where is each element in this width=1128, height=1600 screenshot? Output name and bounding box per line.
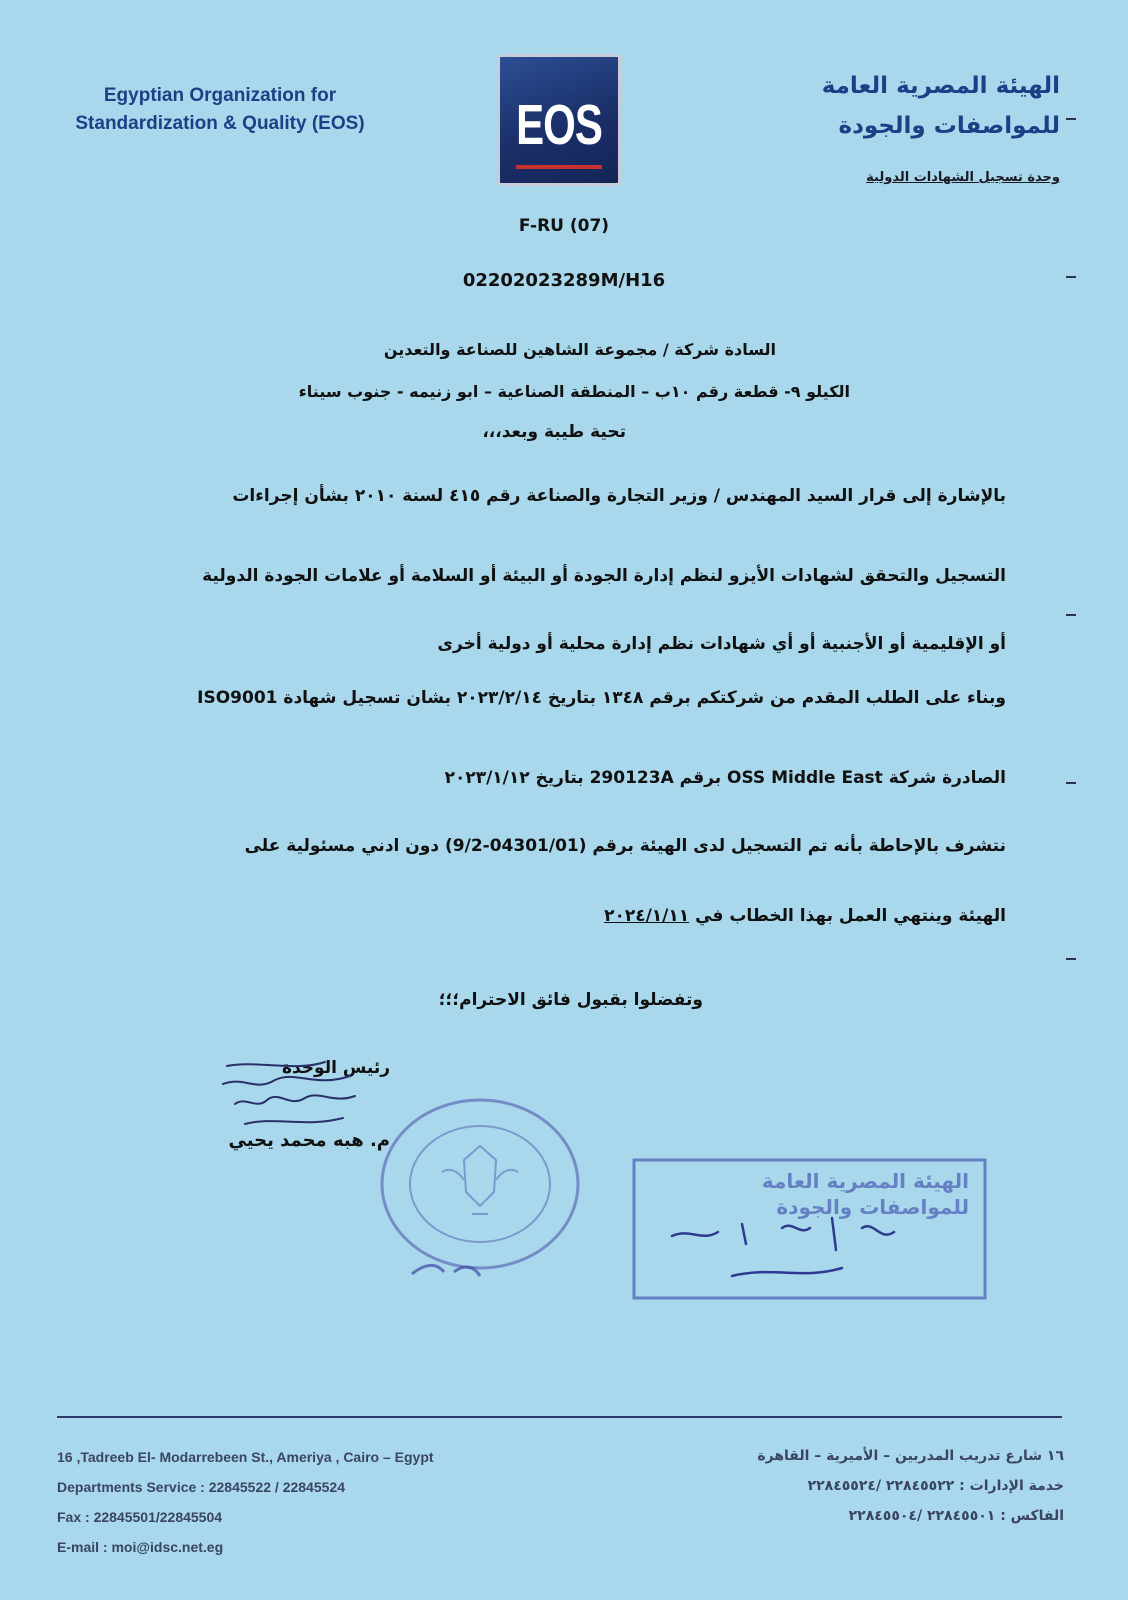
registration-stamp <box>632 1158 987 1300</box>
body-line-5: الصادرة شركة OSS Middle East برقم 290123A بتاريخ ٢٠٢٣/١/١٢ <box>444 768 1006 788</box>
body-line-1: بالإشارة إلى قرار السيد المهندس / وزير التجارة والصناعة رقم ٤١٥ لسنة ٢٠١٠ بشأن إجراءات <box>232 486 1006 506</box>
form-code: F-RU (07) <box>518 216 610 236</box>
footer-english <box>57 1442 434 1562</box>
org-name-arabic-line1: الهيئة المصرية العامة <box>821 73 1060 99</box>
org-name-english <box>40 82 400 138</box>
org-name-english-line2: Standardization & Quality (EOS) <box>75 113 365 134</box>
org-name-arabic <box>760 66 1060 146</box>
body-line-4: وبناء على الطلب المقدم من شركتكم برقم ١٣٤٨ بتاريخ ٢٠٢٣/٢/١٤ بشان تسجيل شهادة ISO9001 <box>197 688 1006 708</box>
stamp-line2: للمواصفات والجودة <box>776 1195 969 1219</box>
margin-tick <box>1066 614 1076 616</box>
expiry-date: ٢٠٢٤/١/١١ <box>604 906 690 926</box>
addressee-line2: الكيلو ٩- قطعة رقم ١٠ب – المنطقة الصناعية – ابو زنيمه - جنوب سيناء <box>298 382 850 401</box>
margin-tick <box>1066 782 1076 784</box>
footer-address-en: 16 ,Tadreeb El- Modarrebeen St., Ameriya , Cairo – Egypt <box>57 1449 434 1465</box>
org-name-english-line1: Egyptian Organization for <box>103 85 337 106</box>
eos-logo-stripe <box>516 165 602 169</box>
footer-email-en: E-mail : moi@idsc.net.eg <box>57 1539 224 1555</box>
eos-logo <box>497 54 621 186</box>
reference-number: 02202023289M/H16 <box>462 270 666 291</box>
body-line-2: التسجيل والتحقق لشهادات الأيزو لنظم إدارة الجودة أو البيئة أو السلامة أو علامات الجودة الدولية <box>202 566 1006 586</box>
eos-logo-text: EOS <box>516 92 602 157</box>
margin-tick <box>1066 118 1076 120</box>
margin-tick <box>1066 276 1076 278</box>
footer-departments-en: Departments Service : 22845522 / 22845524 <box>57 1479 345 1495</box>
official-seal <box>372 1096 592 1286</box>
margin-tick <box>1066 958 1076 960</box>
footer-arabic <box>757 1440 1064 1530</box>
signatory-name: م. هبه محمد يحيي <box>228 1130 390 1151</box>
footer-fax-ar: الفاكس : ٢٢٨٤٥٥٠١ /٢٢٨٤٥٥٠٤ <box>848 1508 1064 1524</box>
org-name-arabic-line2: للمواصفات والجودة <box>838 113 1060 139</box>
signatory-title: رئيس الوحدة <box>281 1058 390 1078</box>
footer-fax-en: Fax : 22845501/22845504 <box>57 1509 223 1525</box>
handwritten-signature <box>215 1058 365 1138</box>
body-line-6: نتشرف بالإحاطة بأنه تم التسجيل لدى الهيئة برقم (04301/01-9/2) دون ادني مسئولية على <box>244 836 1006 856</box>
stamp-line1: الهيئة المصرية العامة <box>761 1169 969 1193</box>
body-line-7 <box>604 906 1006 926</box>
footer-departments-ar: خدمة الإدارات : ٢٢٨٤٥٥٢٢ /٢٢٨٤٥٥٢٤ <box>807 1478 1064 1494</box>
greeting: تحية طيبة وبعد،،، <box>482 422 626 442</box>
body-line-3: أو الإقليمية أو الأجنبية أو أي شهادات نظم إدارة محلية أو دولية أخرى <box>437 634 1006 654</box>
unit-name-arabic: وحدة تسجيل الشهادات الدولية <box>866 170 1060 185</box>
footer-address-ar: ١٦ شارع تدريب المدربين – الأميرية – القاهرة <box>757 1448 1064 1464</box>
addressee-line1: السادة شركة / مجموعة الشاهين للصناعة والتعدين <box>383 340 776 359</box>
closing-line: وتفضلوا بقبول فائق الاحترام؛؛؛ <box>438 990 703 1010</box>
footer-rule <box>57 1416 1062 1418</box>
expiry-text: الهيئة وينتهي العمل بهذا الخطاب في <box>695 906 1006 926</box>
